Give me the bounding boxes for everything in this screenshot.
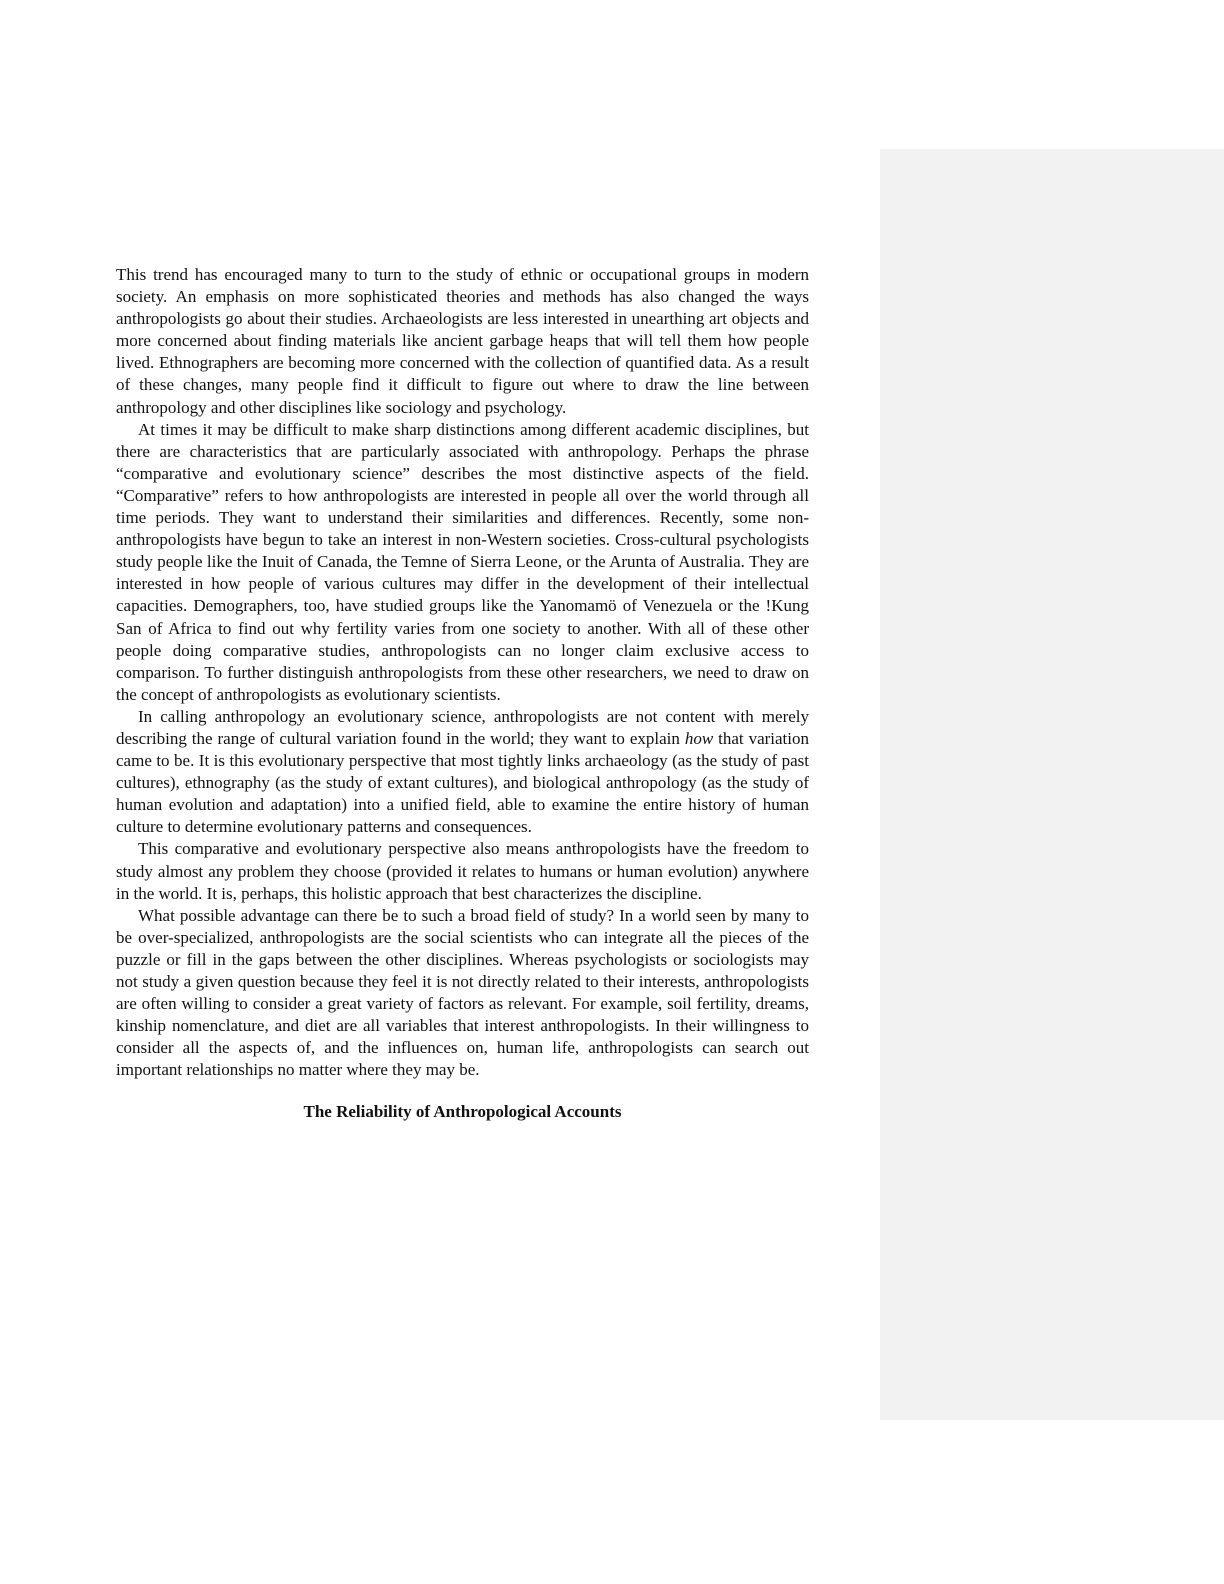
- document-body: [116, 264, 809, 1123]
- paragraph-3: [116, 706, 809, 839]
- paragraph-1: This trend has encouraged many to turn to the study of ethnic or occupational groups in modern society. An emphasis on more sophisticated theories and methods has also changed the ways anthropologists go about their studies. Archaeologists are less interested in unearthing art objects and more concerned about finding materials like ancient garbage heaps that will tell them how people lived. Ethnographers are becoming more concerned with the collection of quantified data. As a result of these changes, many people find it difficult to figure out where to draw the line between anthropology and other disciplines like sociology and psychology.: [116, 265, 809, 417]
- paragraph-3-part-1: In calling anthropology an evolutionary science, anthropologists are not content with merely describing the range of cultural variation found in the world; they want to explain: [116, 706, 809, 748]
- paragraph-2: At times it may be difficult to make sharp distinctions among different academic disciplines, but there are characteristics that are particularly associated with anthropology. Perhaps the phrase “comparative and evolutionary science” describes the most distinctive aspects of the field. “Comparative” refers to how anthropologists are interested in people all over the world through all time periods. They want to understand their similarities and differences. Recently, some non-anthropologists have begun to take an interest in non-Western societies. Cross-cultural psychologists study people like the Inuit of Canada, the Temne of Sierra Leone, or the Arunta of Australia. They are interested in how people of various cultures may differ in the development of their intellectual capacities. Demographers, too, have studied groups like the Yanomamö of Venezuela or the !Kung San of Africa to find out why fertility varies from one society to another. With all of these other people doing comparative studies, anthropologists can no longer claim exclusive access to comparison. To further distinguish anthropologists from these other researchers, we need to draw on the concept of anthropologists as evolutionary scientists.: [116, 419, 809, 704]
- comment-margin-pane: [880, 149, 1224, 1420]
- paragraph-3-part-2: that variation came to be. It is this evolutionary perspective that most tightly links archaeology (as the study of past cultures), ethnography (as the study of extant cultures), and biological anthropology (as the study of human evolution and adaptation) into a unified field, able to examine the entire history of human culture to determine evolutionary patterns and consequences.: [116, 728, 809, 837]
- paragraph-5: What possible advantage can there be to such a broad field of study? In a world seen by many to be over-specialized, anthropologists are the social scientists who can integrate all the pieces of the puzzle or fill in the gaps between the other disciplines. Whereas psychologists or sociologists may not study a given question because they feel it is not directly related to their interests, anthropologists are often willing to consider a great variety of factors as relevant. For example, soil fertility, dreams, kinship nomenclature, and diet are all variables that interest anthropologists. In their willingness to consider all the aspects of, and the influences on, human life, anthropologists can search out important relationships no matter where they may be.: [116, 905, 809, 1080]
- paragraph-4: This comparative and evolutionary perspective also means anthropologists have the freedom to study almost any problem they choose (provided it relates to humans or human evolution) anywhere in the world. It is, perhaps, this holistic approach that best characterizes the discipline.: [116, 839, 809, 903]
- paragraph-3-emphasis: how: [684, 728, 714, 748]
- section-heading: The Reliability of Anthropological Accounts: [303, 1102, 622, 1122]
